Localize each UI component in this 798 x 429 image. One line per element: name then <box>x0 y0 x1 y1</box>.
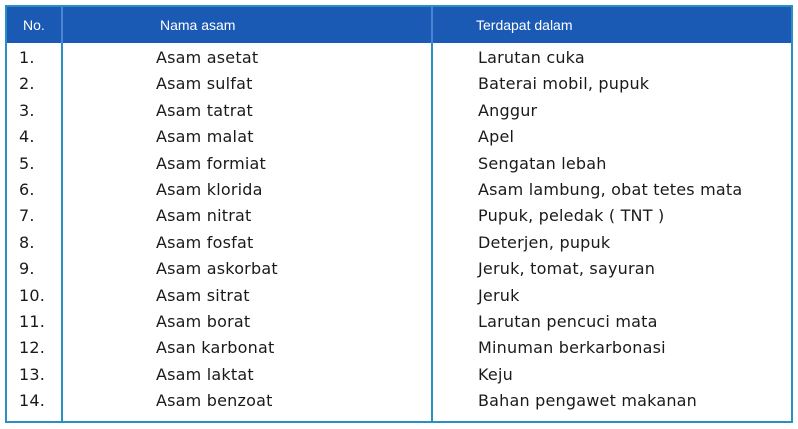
found-in: Baterai mobil, pupuk <box>478 74 650 94</box>
row-number: 11. <box>19 311 46 331</box>
found-in: Asam lambung, obat tetes mata <box>478 179 743 199</box>
row-number: 7. <box>19 206 35 226</box>
acid-name: Asam tatrat <box>156 100 253 120</box>
table-row <box>7 283 791 309</box>
row-number: 4. <box>19 127 35 147</box>
table-row <box>7 124 791 150</box>
table-row <box>7 335 791 361</box>
acid-table <box>5 5 793 423</box>
row-number: 2. <box>19 74 35 94</box>
row-number: 12. <box>19 338 46 358</box>
table-row <box>7 256 791 282</box>
row-number: 10. <box>19 285 46 305</box>
header-no: No. <box>23 17 45 33</box>
found-in: Keju <box>478 364 513 384</box>
acid-name: Asam laktat <box>156 364 254 384</box>
row-number: 14. <box>19 391 46 411</box>
found-in: Anggur <box>478 100 538 120</box>
acid-name: Asam benzoat <box>156 391 273 411</box>
table-row <box>7 151 791 177</box>
found-in: Sengatan lebah <box>478 153 607 173</box>
row-number: 9. <box>19 259 35 279</box>
acid-name: Asam klorida <box>156 179 263 199</box>
row-number: 1. <box>19 48 35 67</box>
found-in: Minuman berkarbonasi <box>478 338 666 358</box>
found-in: Bahan pengawet makanan <box>478 391 698 411</box>
found-in: Larutan cuka <box>478 48 585 67</box>
acid-name: Asam malat <box>156 127 254 147</box>
row-number: 5. <box>19 153 35 173</box>
table-row <box>7 362 791 388</box>
row-number: 6. <box>19 179 35 199</box>
table-row <box>7 203 791 229</box>
found-in: Jeruk <box>478 285 520 305</box>
acid-name: Asam fosfat <box>156 232 254 252</box>
found-in: Apel <box>478 127 515 147</box>
acid-name: Asam borat <box>156 311 251 331</box>
found-in: Deterjen, pupuk <box>478 232 611 252</box>
table-row <box>7 309 791 335</box>
table-header <box>7 7 791 43</box>
acid-name: Asan karbonat <box>156 338 275 358</box>
table-row <box>7 177 791 203</box>
header-found-in: Terdapat dalam <box>476 17 573 33</box>
acid-name: Asam asetat <box>156 48 259 67</box>
header-acid-name: Nama asam <box>160 17 236 33</box>
acid-name: Asam askorbat <box>156 259 278 279</box>
row-number: 8. <box>19 232 35 252</box>
table-row <box>7 230 791 256</box>
found-in: Jeruk, tomat, sayuran <box>478 259 656 279</box>
table-body <box>7 45 791 414</box>
acid-name: Asam formiat <box>156 153 266 173</box>
table-row <box>7 98 791 124</box>
found-in: Pupuk, peledak ( TNT ) <box>478 206 665 226</box>
row-number: 13. <box>19 364 46 384</box>
acid-name: Asam sulfat <box>156 74 253 94</box>
header-column-divider <box>61 7 63 43</box>
acid-name: Asam sitrat <box>156 285 250 305</box>
header-column-divider <box>431 7 433 43</box>
table-row <box>7 388 791 414</box>
found-in: Larutan pencuci mata <box>478 311 658 331</box>
table-row <box>7 45 791 71</box>
acid-name: Asam nitrat <box>156 206 252 226</box>
table-row <box>7 71 791 97</box>
row-number: 3. <box>19 100 35 120</box>
